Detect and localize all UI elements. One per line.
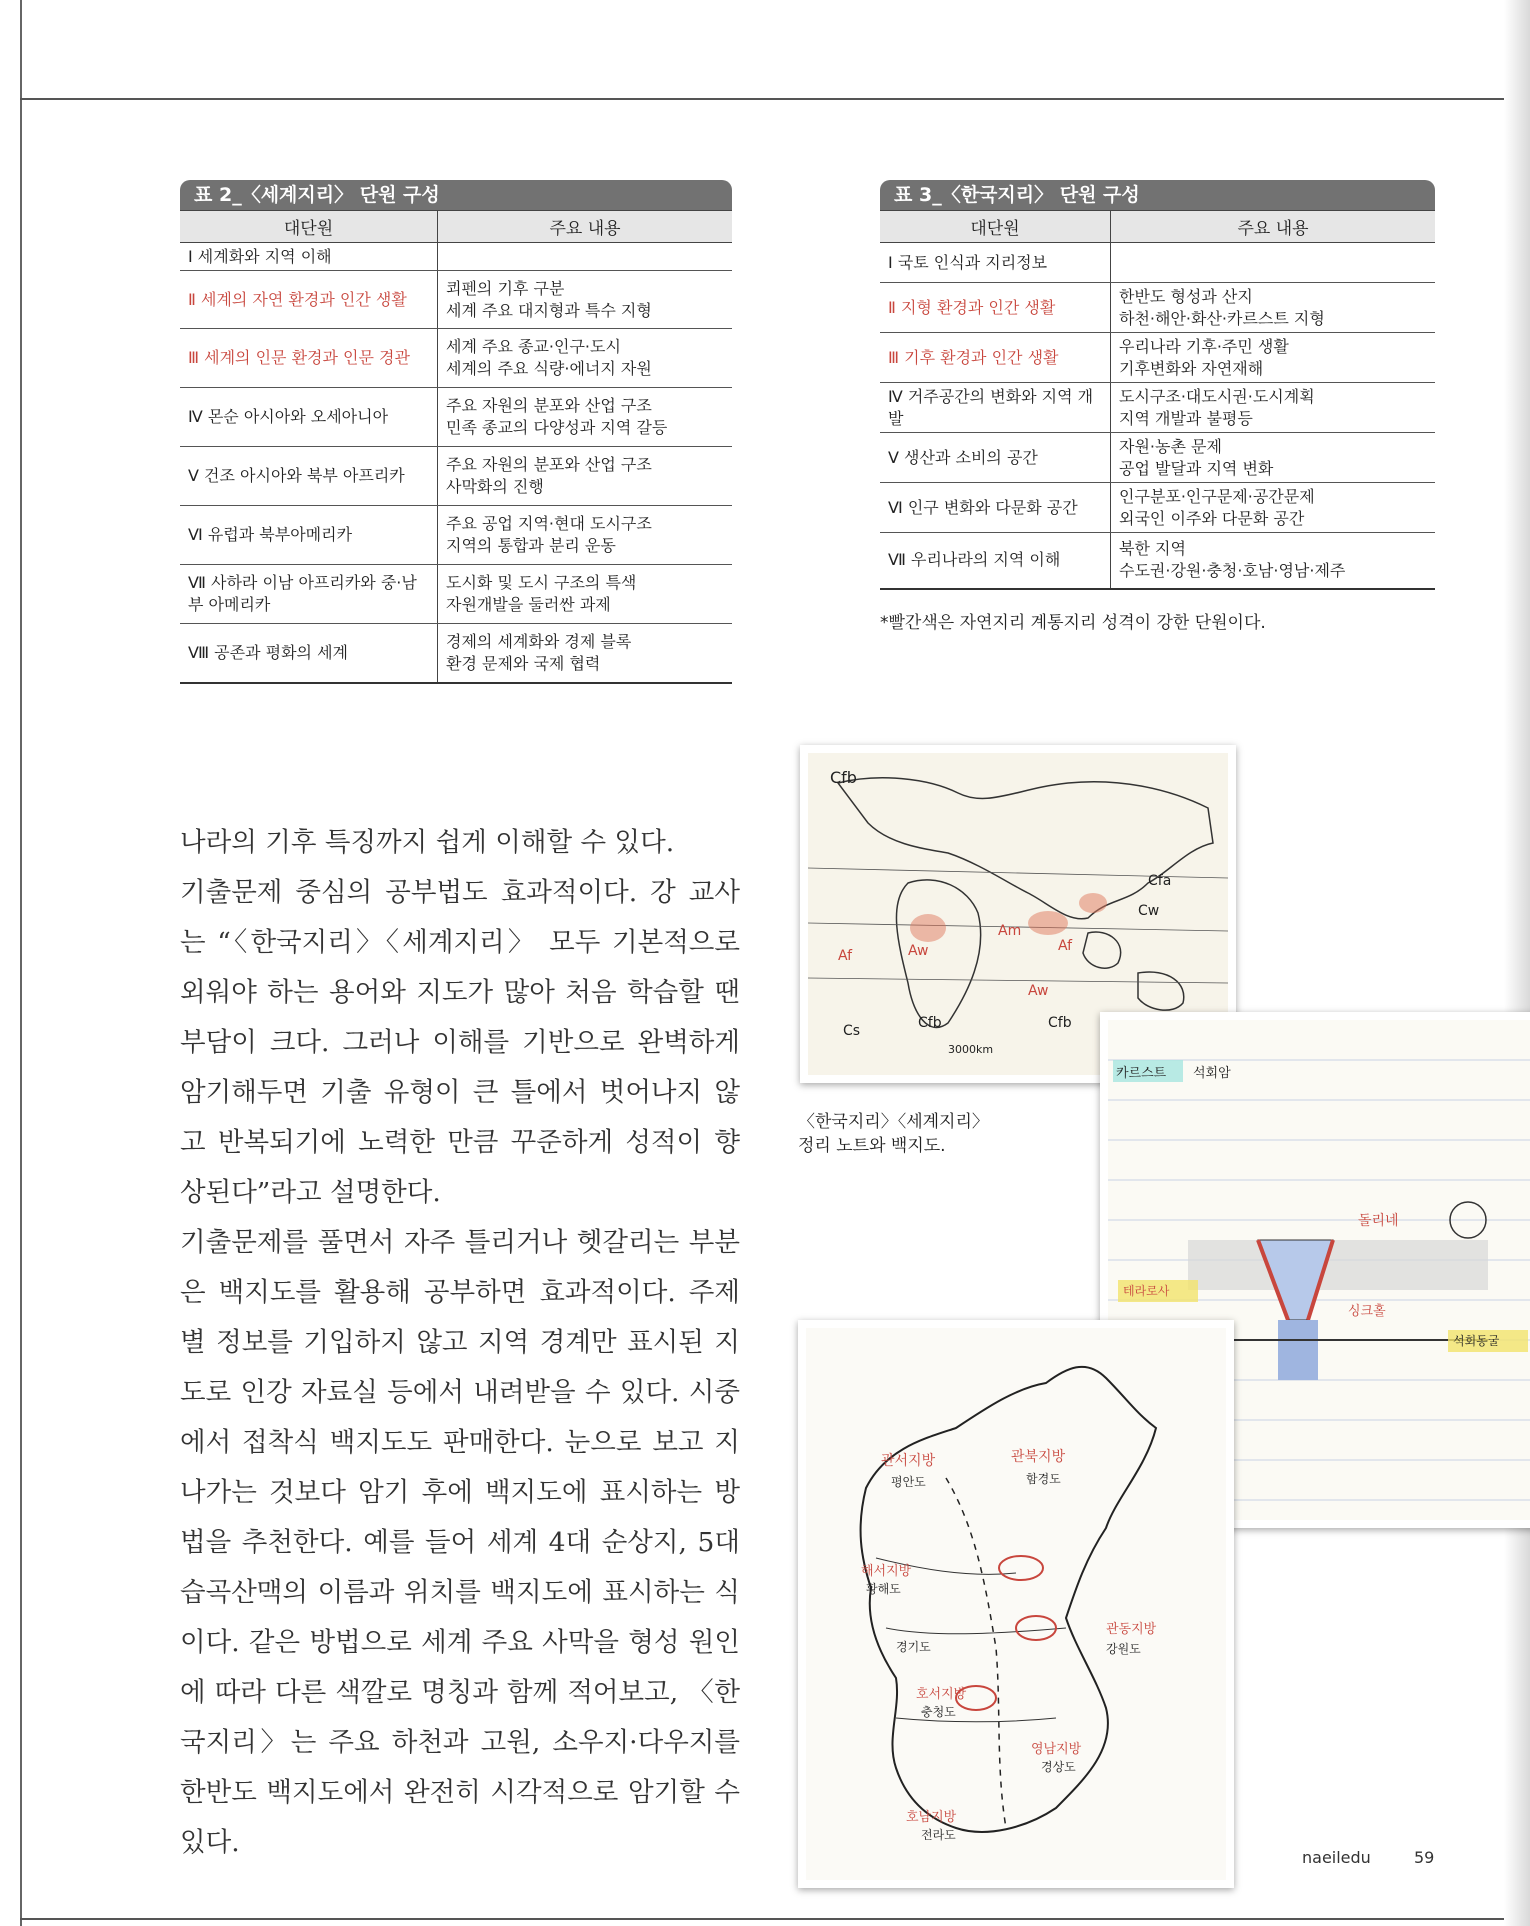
map-label: 관동지방 [1106,1622,1157,1637]
body-paragraph: 기출문제 중심의 공부법도 효과적이다. 강 교사는 “〈한국지리〉〈세계지리〉 모두 기본적으로 외워야 하는 용어와 지도가 많아 처음 학습할 땐 부담이 크다. 그러나 이해를 기반으로 완벽하게 암기해두면 기출 유형이 큰 틀에서 벗어나지 않고 반복되기에 노력한 만큼 꾸준하게 성적이 향상된다”라고 설명한다. [180,877,740,1208]
table-row [180,271,732,329]
korea-map-note-photo [798,1320,1234,1888]
map-label: Aw [1028,983,1049,999]
table-title: 표 3_〈한국지리〉 단원 구성 [880,180,1435,210]
body-paragraph: 기출문제를 풀면서 자주 틀리거나 헷갈리는 부분은 백지도를 활용해 공부하면 효과적이다. 주제별 정보를 기입하지 않고 지역 경계만 표시된 지도로 인강 자료실 등에서 내려받을 수 있다. 시중에서 접착식 백지도도 판매한다. 눈으로 보고 지나가는 것보다 암기 후에 백지도에 표시하는 방법을 추천한다. 예를 들어 세계 4대 순상지, 5대 습곡산맥의 이름과 위치를 백지도에 표시하는 식이다. 같은 방법으로 세계 주요 사막을 형성 원인에 따라 다른 색깔로 명칭과 함께 적어보고, 〈한국지리〉는 주요 하천과 고원, 소우지·다우지를 한반도 백지도에서 완전히 시각적으로 암기할 수 있다. [180,1227,740,1858]
note-label: 석회암 [1193,1066,1231,1081]
note-label: 카르스트 [1116,1066,1167,1081]
map-label: Cfb [1048,1015,1072,1031]
content-line: 하천·해안·화산·카르스트 지형 [1119,308,1325,328]
map-label: Aw [908,943,929,959]
caption-line: 정리 노트와 백지도. [798,1136,946,1156]
content-cell [438,388,733,447]
map-label: Af [838,948,853,964]
column-header: 대단원 [880,211,1111,243]
map-label: 충청도 [921,1705,956,1719]
map-label: 경기도 [896,1640,931,1654]
content-cell [438,271,733,329]
table-row [180,447,732,506]
unit-cell: Ⅰ 국토 인식과 지리정보 [880,243,1111,283]
korea-map-sketch [806,1328,1226,1880]
content-line: 경제의 세계화와 경제 블록 [446,631,632,651]
content-line: 자원·농촌 문제 [1119,436,1222,456]
caption-line: 〈한국지리〉〈세계지리〉 [798,1112,989,1132]
column-header: 주요 내용 [438,211,733,243]
table-row [180,388,732,447]
photo-caption [798,1110,1058,1158]
table-row [180,243,732,271]
content-line: 지역 개발과 불평등 [1119,408,1253,428]
content-line: 한반도 형성과 산지 [1119,286,1253,306]
content-line: 세계 주요 대지형과 특수 지형 [446,300,652,320]
content-cell [438,624,733,683]
map-label: Cfb [830,768,857,787]
content-line: 사막화의 진행 [446,477,544,496]
page-left-border [20,0,22,1926]
map-label: 황해도 [866,1582,901,1596]
table-row [880,333,1435,383]
content-cell [438,565,733,624]
unit-cell: Ⅲ 세계의 인문 환경과 인문 경관 [180,329,438,388]
column-header: 주요 내용 [1111,211,1436,243]
table-korean-geography [880,180,1435,590]
content-cell [1111,243,1436,283]
content-line: 환경 문제와 국제 협력 [446,653,601,673]
map-label: 관북지방 [1011,1449,1066,1465]
scale-bar-label: 3000km [948,1043,994,1056]
content-cell [438,243,733,271]
table-row [880,383,1435,433]
map-label: Cw [1138,903,1160,919]
map-label: Cs [843,1023,861,1039]
unit-cell: Ⅱ 세계의 자연 환경과 인간 생활 [180,271,438,329]
unit-cell: Ⅱ 지형 환경과 인간 생활 [880,283,1111,333]
table-row [880,243,1435,283]
table-row [180,565,732,624]
map-label: 경상도 [1041,1760,1076,1774]
map-label: 강원도 [1106,1642,1141,1656]
table-row [180,506,732,565]
content-cell [1111,383,1436,433]
unit-cell: Ⅶ 사하라 이남 아프리카와 중·남부 아메리카 [180,565,438,624]
footer-brand: naeiledu [1302,1848,1371,1867]
unit-cell: Ⅳ 몬순 아시아와 오세아니아 [180,388,438,447]
content-line: 인구분포·인구문제·공간문제 [1119,486,1315,506]
content-cell [1111,433,1436,483]
map-label: 전라도 [921,1828,956,1842]
content-line: 주요 자원의 분포와 산업 구조 [446,396,652,415]
content-line: 쾨펜의 기후 구분 [446,278,565,298]
note-label: 석회동굴 [1453,1334,1500,1348]
content-line: 세계 주요 종교·인구·도시 [446,337,621,356]
content-line: 도시구조·대도시권·도시계획 [1119,386,1315,406]
note-label: 테라로사 [1123,1284,1170,1298]
unit-cell: Ⅵ 인구 변화와 다문화 공간 [880,483,1111,533]
page-top-rule [20,98,1530,100]
note-label: 싱크홀 [1348,1304,1386,1319]
table-note: *빨간색은 자연지리 계통지리 성격이 강한 단원이다. [880,613,1266,633]
content-line: 세계의 주요 식량·에너지 자원 [446,359,652,378]
content-line: 자원개발을 둘러싼 과제 [446,595,611,614]
content-line: 북한 지역 [1119,539,1186,559]
table-row [880,483,1435,533]
page-gutter-shadow [1504,0,1530,1926]
unit-cell: Ⅴ 생산과 소비의 공간 [880,433,1111,483]
unit-cell: Ⅳ 거주공간의 변화와 지역 개발 [880,383,1111,433]
table-title: 표 2_〈세계지리〉 단원 구성 [180,180,732,210]
page-number: 59 [1414,1848,1435,1867]
unit-cell: Ⅲ 기후 환경과 인간 생활 [880,333,1111,383]
map-label: 호서지방 [916,1687,967,1702]
unit-cell: Ⅰ 세계화와 지역 이해 [180,243,438,271]
table-row [180,329,732,388]
content-line: 기후변화와 자연재해 [1119,358,1264,378]
table-row [880,283,1435,333]
unit-cell: Ⅵ 유럽과 북부아메리카 [180,506,438,565]
content-cell [1111,283,1436,333]
map-label: 해서지방 [861,1564,912,1579]
map-label: Am [998,923,1022,939]
content-line: 지역의 통합과 분리 운동 [446,536,616,555]
body-paragraph: 나라의 기후 특징까지 쉽게 이해할 수 있다. [180,827,675,858]
content-cell [438,506,733,565]
map-label: 호남지방 [906,1810,957,1825]
content-line: 외국인 이주와 다문화 공간 [1119,508,1305,528]
unit-cell: Ⅷ 공존과 평화의 세계 [180,624,438,683]
map-label: Cfa [1148,873,1172,889]
table-row [180,624,732,683]
content-cell [1111,533,1436,589]
content-cell [1111,483,1436,533]
column-header: 대단원 [180,211,438,243]
content-line: 우리나라 기후·주민 생활 [1119,336,1289,356]
article-body [180,818,740,1868]
content-line: 주요 자원의 분포와 산업 구조 [446,455,652,474]
content-cell [1111,333,1436,383]
note-label: 돌리네 [1358,1213,1399,1229]
content-line: 민족 종교의 다양성과 지역 갈등 [446,418,668,437]
content-line: 공업 발달과 지역 변화 [1119,458,1274,478]
table-row [880,433,1435,483]
content-line: 도시화 및 도시 구조의 특색 [446,573,637,592]
map-label: 평안도 [891,1475,926,1489]
table-world-geography [180,180,732,684]
content-line: 주요 공업 지역·현대 도시구조 [446,514,652,533]
map-label [1086,1646,1089,1647]
page-bottom-rule [20,1918,1530,1920]
map-label: Cfb [918,1015,942,1031]
map-label: Af [1058,938,1073,954]
table-row [880,533,1435,589]
map-label: 관서지방 [881,1453,936,1469]
unit-cell: Ⅴ 건조 아시아와 북부 아프리카 [180,447,438,506]
unit-cell: Ⅶ 우리나라의 지역 이해 [880,533,1111,589]
content-line: 수도권·강원·충청·호남·영남·제주 [1119,561,1346,581]
content-cell [438,329,733,388]
map-label: 영남지방 [1031,1742,1082,1757]
map-label: 함경도 [1026,1472,1061,1486]
content-cell [438,447,733,506]
